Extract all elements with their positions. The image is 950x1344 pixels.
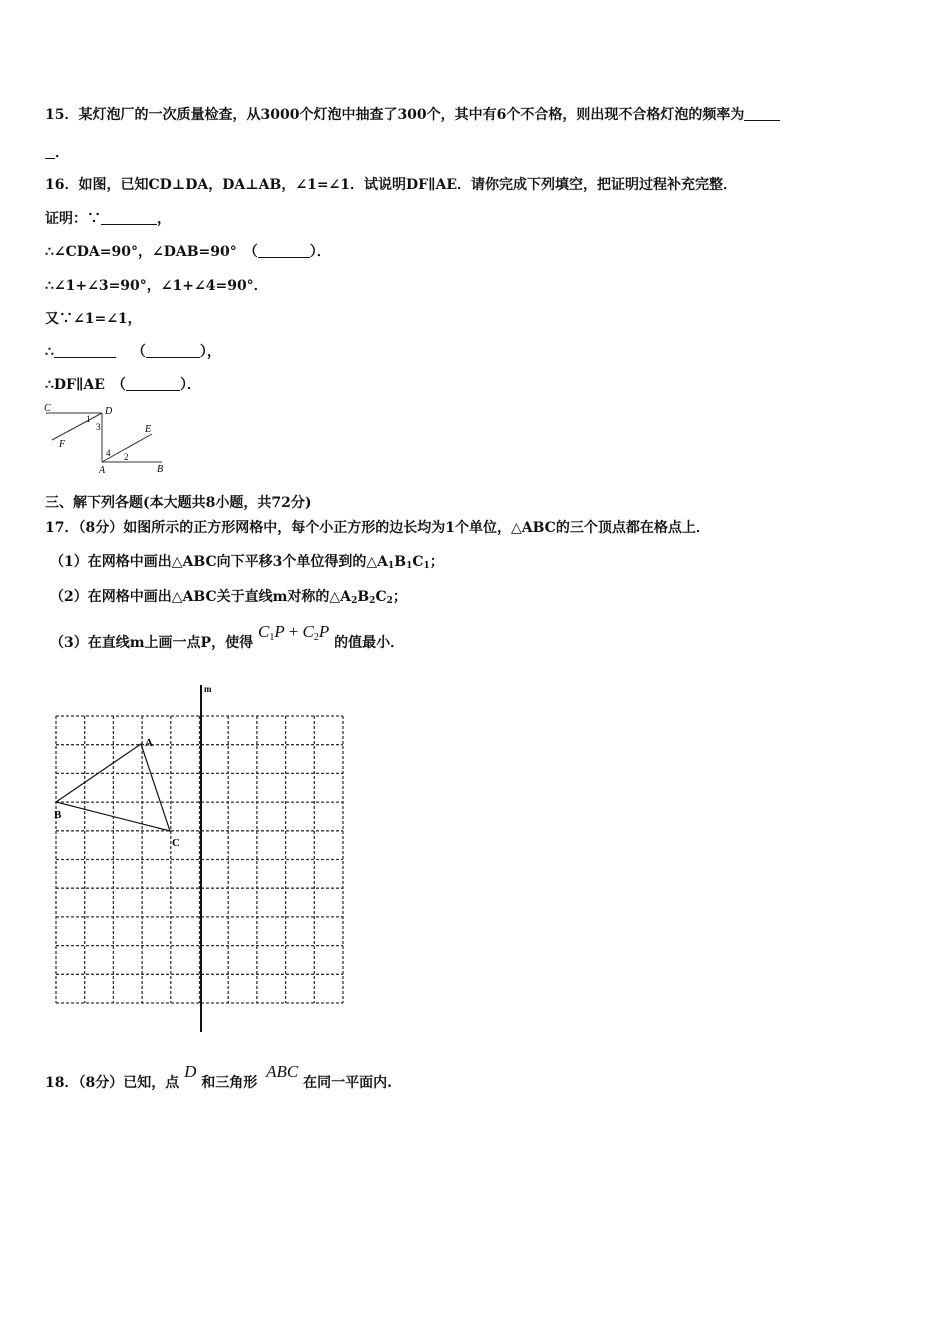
label-c: C — [44, 403, 51, 414]
line-df — [52, 413, 102, 440]
sub-b2: 2 — [369, 596, 376, 606]
q16-proof-line-2-text: ∴∠CDA=90°，∠DAB=90° （ — [45, 244, 258, 260]
expr-p-1: P — [274, 622, 285, 641]
square-grid — [56, 716, 343, 1003]
q18-stem — [45, 1062, 392, 1092]
q18-triangle-abc: ABC — [266, 1062, 299, 1081]
section-3-title: 三、解下列各题(本大题共8小题，共72分) — [45, 495, 312, 511]
q15-end — [45, 142, 69, 162]
q17-part-3-end: 的值最小． — [334, 635, 405, 651]
q15-stem: 15．某灯泡厂的一次质量检查，从3000个灯泡中抽查了300个，其中有6个不合格，则出现不合格灯泡的频率为 — [45, 107, 745, 123]
q16-proof-line-5-paren: （ — [131, 344, 146, 360]
sub-c1: 1 — [423, 561, 430, 571]
q17-grid-figure — [50, 680, 350, 1035]
q17-part-1-b: B — [394, 554, 407, 570]
expr-sub-2: 2 — [313, 632, 319, 643]
q16-stem: 16．如图，已知CD⊥DA，DA⊥AB，∠1=∠1．试说明DF∥AE．请你完成下列填空，把证明过程补充完整． — [45, 177, 738, 193]
q17-stem: 17．（8分）如图所示的正方形网格中，每个小正方形的边长均为1个单位，△ABC的三个顶点都在格点上． — [45, 520, 710, 536]
q16-proof-line-1-text: 证明：∵ — [45, 211, 101, 227]
q16-proof-line-6 — [45, 374, 201, 394]
label-m: m — [204, 684, 212, 694]
q16-proof-line-4: 又∵∠1=∠1， — [45, 311, 142, 327]
q17-part-2-c: C — [375, 589, 387, 605]
q16-proof-line-1 — [45, 208, 171, 228]
sub-c2: 2 — [386, 596, 393, 606]
q17-part-2-b: B — [357, 589, 370, 605]
expr-c-1: C — [257, 622, 270, 641]
q15-period: ． — [55, 145, 69, 161]
q16-blank-5[interactable] — [126, 377, 180, 391]
q16-proof-line-5-end: ）， — [199, 344, 221, 360]
expr-sub-1: 1 — [269, 632, 275, 643]
q16-proof-line-3: ∴∠1+∠3=90°，∠1+∠4=90°． — [45, 278, 268, 294]
q18-text-a: 18．（8分）已知，点 — [45, 1075, 180, 1091]
q17-part-3-text: （3）在直线m上画一点P，使得 — [50, 635, 254, 651]
expr-plus: + — [288, 622, 299, 641]
q16-blank-1[interactable] — [101, 211, 157, 225]
q16-proof-line-5-text: ∴ — [45, 344, 54, 360]
sub-b1: 1 — [406, 561, 413, 571]
q17-part-1 — [50, 551, 444, 571]
q17-part-2-text: （2）在网格中画出△ABC关于直线m对称的△A — [50, 589, 352, 605]
sub-a2: 2 — [351, 596, 358, 606]
q17-expression — [258, 622, 329, 641]
label-b: B — [157, 464, 164, 475]
angle-3: 3 — [96, 422, 101, 432]
label-e: E — [145, 424, 152, 435]
q17-part-1-c: C — [412, 554, 424, 570]
q17-part-1-end: ； — [429, 554, 444, 570]
q18-text-b: 和三角形 — [201, 1075, 258, 1091]
angle-1: 1 — [86, 414, 91, 424]
q15-text — [45, 104, 780, 124]
q16-blank-2[interactable] — [258, 244, 310, 258]
q18-point-d: D — [184, 1062, 197, 1081]
q16-proof-line-1-end: ， — [157, 211, 171, 227]
q17-part-1-text: （1）在网格中画出△ABC向下平移3个单位得到的△A — [50, 554, 388, 570]
q17-part-3 — [50, 622, 405, 653]
label-a: A — [145, 737, 153, 749]
q18-text-c: 在同一平面内. — [303, 1075, 392, 1091]
q15-answer-blank-continued[interactable] — [45, 145, 55, 159]
q16-figure — [44, 402, 170, 476]
sub-a1: 1 — [387, 561, 395, 571]
q16-blank-4[interactable] — [146, 344, 200, 358]
q16-proof-line-5 — [45, 341, 221, 361]
q16-blank-3[interactable] — [54, 344, 116, 358]
q16-proof-line-6-end: ）． — [179, 377, 201, 393]
label-d: D — [105, 406, 113, 417]
q16-proof-line-2-end: ）． — [309, 244, 331, 260]
angle-2: 2 — [124, 452, 129, 462]
angle-4: 4 — [106, 448, 111, 458]
q17-part-2-end: ； — [392, 589, 407, 605]
q15-answer-blank[interactable] — [744, 107, 780, 121]
label-b: B — [54, 809, 62, 821]
label-f: F — [59, 439, 66, 450]
label-c: C — [172, 837, 180, 849]
q16-proof-line-6-text: ∴DF∥AE （ — [45, 377, 126, 393]
q17-part-2 — [50, 586, 407, 606]
expr-p-2: P — [318, 622, 330, 641]
q16-proof-line-2 — [45, 241, 331, 261]
label-a: A — [99, 465, 106, 476]
expr-c-2: C — [302, 622, 314, 641]
